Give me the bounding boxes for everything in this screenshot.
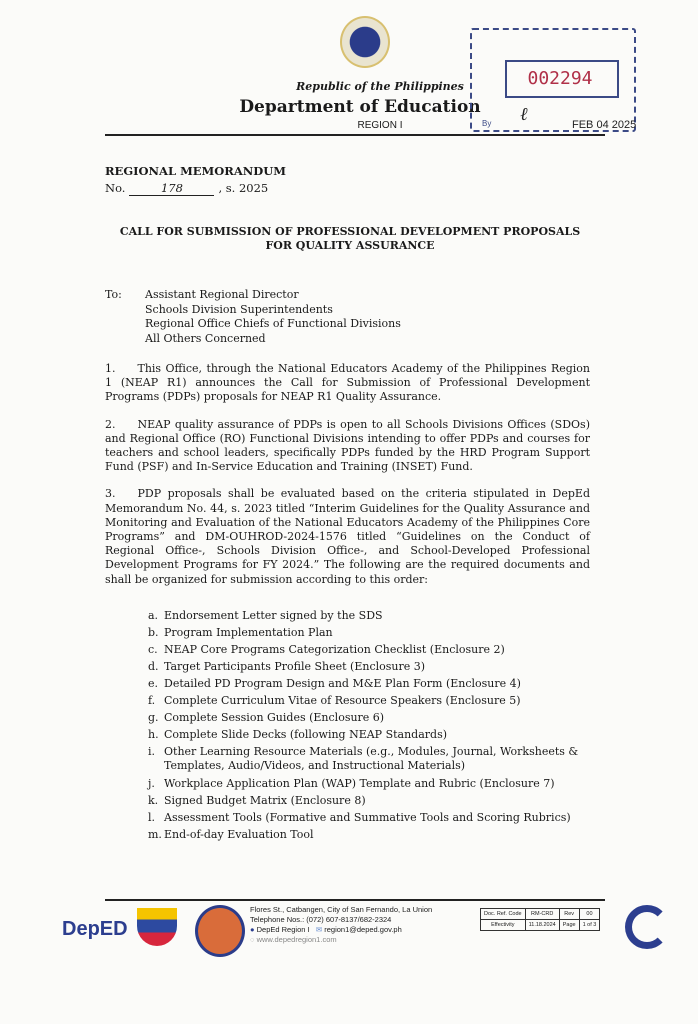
memo-number-value: 178 <box>129 181 214 196</box>
item-text: Complete Curriculum Vitae of Resource Speakers (Enclosure 5) <box>164 693 521 707</box>
memo-series: , s. 2025 <box>218 181 269 195</box>
stamp-number: 002294 <box>527 68 593 89</box>
requirement-item <box>148 692 590 709</box>
deped-seal-logo <box>340 16 390 68</box>
item-text: Complete Slide Decks (following NEAP Standards) <box>164 727 448 741</box>
header-divider <box>105 134 605 136</box>
document-reference-table <box>480 908 600 931</box>
requirement-item <box>148 624 590 641</box>
paragraph-2: 2. NEAP quality assurance of PDPs is open to all Schools Divisions Offices (SDOs) and Regional Office (RO) Functional Divisions intending to offer PDPs and courses for teachers and school leaders, specifically PDPs funded by the HRD Program Support Fund (PSF) and In-Service Education and Training (INSET) Fund. <box>105 417 590 474</box>
footer-website[interactable]: www.depedregion1.com <box>256 935 337 944</box>
recipient: Assistant Regional Director <box>145 288 299 301</box>
item-text: NEAP Core Programs Categorization Checklist (Enclosure 2) <box>164 642 505 656</box>
title-line-2: FOR QUALITY ASSURANCE <box>265 239 435 252</box>
requirement-item <box>148 726 590 743</box>
item-letter: e. <box>148 676 159 690</box>
item-letter: h. <box>148 727 159 741</box>
item-text: Program Implementation Plan <box>164 625 333 639</box>
item-text: Target Participants Profile Sheet (Enclosure 3) <box>164 659 426 673</box>
item-text: End-of-day Evaluation Tool <box>164 827 314 841</box>
item-text: Workplace Application Plan (WAP) Template and Rubric (Enclosure 7) <box>164 776 555 790</box>
footer-facebook[interactable]: DepEd Region I <box>256 925 310 934</box>
item-text: Endorsement Letter signed by the SDS <box>164 608 383 622</box>
globe-icon: ◌ <box>250 935 255 944</box>
bagong-pilipinas-logo <box>137 908 177 946</box>
item-letter: c. <box>148 642 158 656</box>
page-value: 1 of 3 <box>579 920 600 931</box>
requirement-item <box>148 775 590 792</box>
item-letter: k. <box>148 793 159 807</box>
item-letter: m. <box>148 827 162 841</box>
requirements-list <box>148 607 590 843</box>
recipient-list <box>145 288 401 346</box>
stamp-by-label: By <box>482 119 492 128</box>
memo-number <box>105 181 268 196</box>
memo-type: REGIONAL MEMORANDUM <box>105 164 287 178</box>
effectivity-value: 11.18.2024 <box>525 920 559 931</box>
item-text: Detailed PD Program Design and M&E Plan Form (Enclosure 4) <box>164 676 521 690</box>
email-icon: ✉ <box>315 925 323 934</box>
title-line-1: CALL FOR SUBMISSION OF PROFESSIONAL DEVELOPMENT PROPOSALS <box>119 225 581 238</box>
footer-email[interactable]: region1@deped.gov.ph <box>324 925 402 934</box>
item-text: Assessment Tools (Formative and Summative Tools and Scoring Rubrics) <box>164 810 571 824</box>
item-letter: g. <box>148 710 159 724</box>
requirement-item <box>148 675 590 692</box>
rev-value: 00 <box>579 909 600 920</box>
recipient: All Others Concerned <box>145 331 266 345</box>
paragraph-1: 1. This Office, through the National Educators Academy of the Philippines Region 1 (NEAP R1) announces the Call for Submission of Professional Development Programs (PDPs) proposals for NEAP R1 Quality Assurance. <box>105 362 590 404</box>
item-letter: d. <box>148 659 159 673</box>
iso-certification-logo <box>625 905 669 949</box>
requirement-item <box>148 826 590 843</box>
item-letter: i. <box>148 744 156 758</box>
paragraph-3: 3. PDP proposals shall be evaluated based on the criteria stipulated in DepEd Memorandum No. 44, s. 2023 titled “Interim Guidelines for the Quality Assurance and Monitoring and Evaluation of the National Educators Academy of the Philippines Core Programs” and DM-OUHROD-2024-1576 titled “Guidelines on the Conduct of Regional Office-, Schools Division Office-, and School-Developed Professional Development Programs for FY 2024.” The following are the required documents and shall be organized for submission according to this order: <box>105 487 590 586</box>
item-letter: l. <box>148 810 156 824</box>
requirement-item <box>148 709 590 726</box>
stamp-signature: ℓ <box>520 104 528 125</box>
requirement-item <box>148 658 590 675</box>
item-letter: b. <box>148 625 159 639</box>
item-letter: a. <box>148 608 159 622</box>
requirement-item <box>148 792 590 809</box>
page-label: Page <box>559 920 579 931</box>
item-text: Other Learning Resource Materials (e.g., Modules, Journal, Worksheets & Templates, Audio/Videos, and Instructional Materials) <box>164 744 579 772</box>
rev-label: Rev <box>559 909 579 920</box>
item-letter: j. <box>148 776 155 790</box>
republic-heading: Republic of the Philippines <box>296 80 464 93</box>
requirement-item <box>148 745 590 773</box>
doc-ref-label: Doc. Ref. Code <box>481 909 526 920</box>
region-heading: REGION I <box>357 120 403 131</box>
recipient: Schools Division Superintendents <box>145 302 333 316</box>
footer-address: Flores St., Catbangen, City of San Fernando, La Union <box>250 905 433 914</box>
memo-body <box>105 362 590 843</box>
footer-telephone: Telephone Nos.: (072) 607-8137/682-2324 <box>250 915 392 924</box>
requirement-item <box>148 809 590 826</box>
footer-divider <box>105 899 605 901</box>
requirement-item <box>148 607 590 624</box>
item-text: Signed Budget Matrix (Enclosure 8) <box>164 793 366 807</box>
deped-logo: DepED <box>62 918 128 940</box>
item-text: Complete Session Guides (Enclosure 6) <box>164 710 385 724</box>
doc-ref-value: RM-CRD <box>525 909 559 920</box>
region-seal-logo <box>195 905 245 957</box>
item-letter: f. <box>148 693 156 707</box>
effectivity-label: Effectivity <box>481 920 526 931</box>
requirement-item <box>148 641 590 658</box>
to-label: To: <box>105 288 122 301</box>
recipient: Regional Office Chiefs of Functional Divisions <box>145 317 401 330</box>
facebook-icon: ● <box>250 925 255 934</box>
stamp-date: FEB 04 2025 <box>572 119 637 131</box>
department-heading: Department of Education <box>239 97 481 117</box>
memo-no-label: No. <box>105 181 126 195</box>
memo-title <box>100 225 600 253</box>
footer-contact <box>250 905 472 945</box>
